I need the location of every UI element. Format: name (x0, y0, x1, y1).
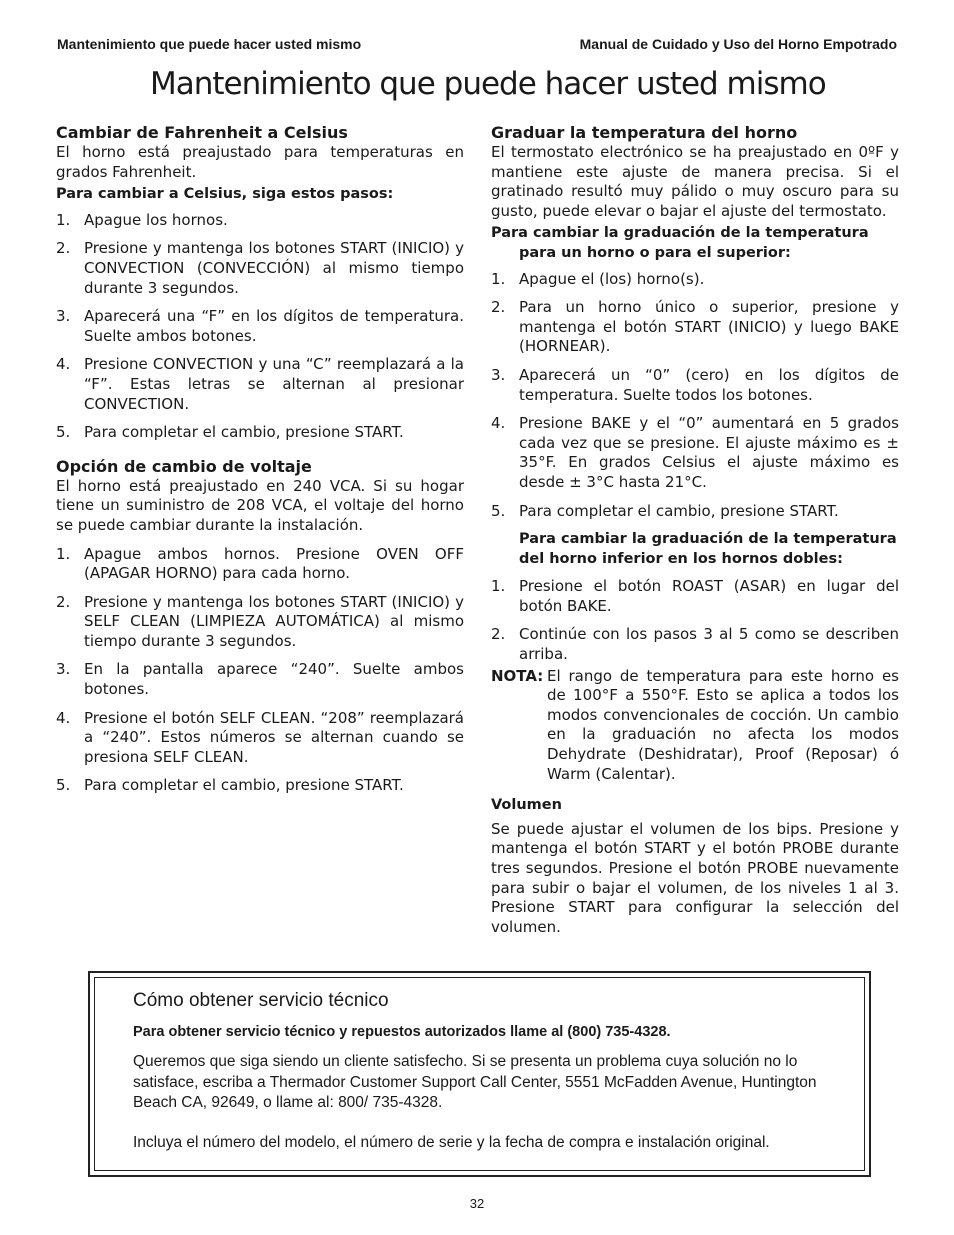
left-column (56, 123, 464, 805)
right-column (491, 123, 899, 937)
calibrate-intro: El termostato electrónico se ha preajustado en 0ºF y mantiene este ajuste de manera precisa. Si el gratinado resultó muy pálido o muy oscuro para su gusto, puede elevar o bajar el ajuste del termostato. (491, 143, 899, 220)
voltage-heading: Opción de cambio de voltaje (56, 456, 312, 476)
celsius-intro: El horno está preajustado para temperaturas en grados Fahrenheit. (56, 143, 464, 181)
list-item: 2. Presione y mantenga los botones START (INICIO) y SELF CLEAN (LIMPIEZA AUTOMÁTICA) al mismo tiempo durante 3 segundos. (56, 592, 464, 650)
page-number: 32 (469, 1196, 485, 1211)
celsius-steps (56, 211, 464, 443)
calibrate-subheading: Para cambiar la graduación de la temperatura para un horno o para el superior: (491, 225, 869, 261)
service-note: Incluya el número del modelo, el número de serie y la fecha de compra e instalación original. (133, 1133, 770, 1151)
page-title: Mantenimiento que puede hacer usted mismo (150, 66, 826, 102)
note (491, 667, 899, 785)
list-item: 5. Para completar el cambio, presione START. (56, 776, 404, 795)
service-title: Cómo obtener servicio técnico (133, 990, 389, 1011)
list-item: 4. Presione BAKE y el “0” aumentará en 5 grados cada vez que se presione. El ajuste máximo es ± 35°F. En grados Celsius el ajuste máximo es desde ± 3°C hasta 21°C. (491, 414, 899, 491)
lower-oven-steps (491, 577, 899, 664)
list-item: 1. Apague ambos hornos. Presione OVEN OFF (APAGAR HORNO) para cada horno. (56, 544, 464, 583)
list-item: 1. Presione el botón ROAST (ASAR) en lugar del botón BAKE. (491, 577, 899, 615)
list-item: 3. Aparecerá una “F” en los dígitos de temperatura. Suelte ambos botones. (56, 307, 464, 345)
celsius-subheading: Para cambiar a Celsius, siga estos pasos: (56, 186, 394, 203)
list-item: 4. Presione el botón SELF CLEAN. “208” reemplazará a “240”. Estos números se alternan cuando se presiona SELF CLEAN. (56, 708, 464, 766)
list-item: 2. Presione y mantenga los botones START (INICIO) y CONVECTION (CONVECCIÓN) al mismo tiempo durante 3 segundos. (56, 239, 464, 297)
list-item: 3. En la pantalla aparece “240”. Suelte ambos botones. (56, 660, 464, 699)
volume-heading: Volumen (491, 797, 562, 814)
list-item: 2. Para un horno único o superior, presione y mantenga el botón START (INICIO) y luego BAKE (HORNEAR). (491, 298, 899, 356)
running-header-left: Mantenimiento que puede hacer usted mismo (57, 36, 362, 52)
list-item: 1. Apague el (los) horno(s). (491, 269, 705, 288)
calibrate-heading: Graduar la temperatura del horno (491, 123, 798, 142)
service-phone: Para obtener servicio técnico y repuestos autorizados llame al (800) 735-4328. (133, 1024, 671, 1040)
list-item: 4. Presione CONVECTION y una “C” reemplazará a la “F”. Estas letras se alternan al presionar CONVECTION. (56, 355, 464, 413)
lower-oven-subheading: Para cambiar la graduación de la temperatura del horno inferior en los hornos dobles: (519, 531, 897, 567)
list-item: 5. Para completar el cambio, presione START. (491, 501, 839, 520)
celsius-heading: Cambiar de Fahrenheit a Celsius (56, 123, 348, 142)
list-item: 5. Para completar el cambio, presione START. (56, 423, 404, 442)
list-item: 2. Continúe con los pasos 3 al 5 como se describen arriba. (491, 625, 899, 664)
list-item: 1. Apague los hornos. (56, 210, 228, 229)
service-box (88, 971, 871, 1177)
voltage-steps (56, 545, 464, 797)
service-box-inner (94, 977, 865, 1171)
note-label: NOTA: (491, 666, 544, 685)
note-text: El rango de temperatura para este horno es de 100°F a 550°F. Esto se aplica a todos los modos convencionales de cocción. Un cambio en la graduación no afecta los modos Dehydrate (Deshidratar), Proof (Reposar) ó Warm (Calentar). (547, 666, 899, 783)
calibrate-steps (491, 270, 899, 522)
list-item: 3. Aparecerá un “0” (cero) en los dígitos de temperatura. Suelte todos los botones. (491, 365, 899, 404)
service-paragraph: Queremos que siga siendo un cliente satisfecho. Si se presenta un problema cuya solución no lo satisface, escriba a Thermador Customer Support Call Center, 5551 McFadden Avenue, Huntington Beach CA, 92649, o llame al: 800/ 735-4328. (133, 1053, 817, 1111)
running-header-right: Manual de Cuidado y Uso del Horno Empotrado (579, 36, 897, 52)
voltage-intro: El horno está preajustado en 240 VCA. Si su hogar tiene un suministro de 208 VCA, el voltaje del horno se puede cambiar durante la instalación. (56, 476, 464, 534)
volume-text: Se puede ajustar el volumen de los bips. Presione y mantenga el botón START y el botón PROBE durante tres segundos. Presione el botón PROBE nuevamente para subir o bajar el volumen, de los niveles 1 al 3. Presione START para configurar la selección del volumen. (491, 819, 899, 936)
